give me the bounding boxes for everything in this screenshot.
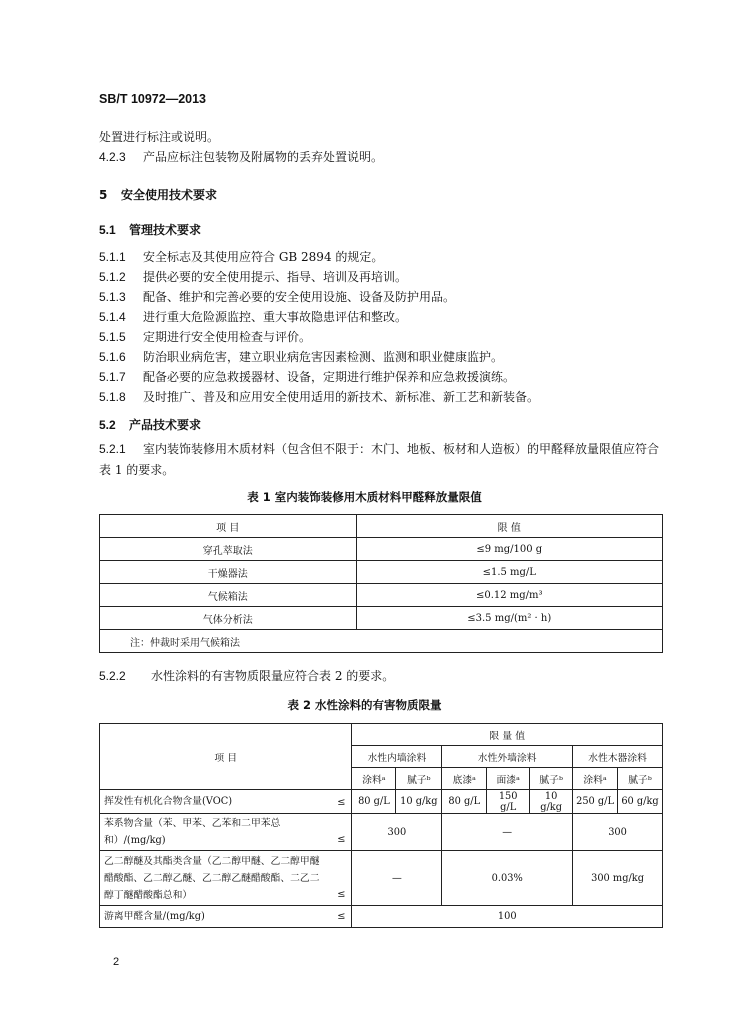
value-cell: 60 g/kg (618, 790, 663, 814)
clause-5-1-1 (99, 248, 383, 265)
value-cell: 10 g/kg (396, 790, 442, 814)
clause-number: 5.1.2 (99, 270, 126, 284)
clause-number: 4.2.3 (99, 150, 126, 164)
clause-number: 5.1.1 (99, 250, 126, 264)
item-header: 项 目 (100, 724, 352, 790)
table-row (100, 561, 663, 584)
subheader-cell: 底漆ᵃ (442, 768, 487, 790)
section-title: 管理技术要求 (129, 223, 202, 237)
clause-number: 5.1.7 (99, 370, 126, 384)
table-row (100, 607, 663, 630)
le-symbol: ≤ (337, 889, 346, 900)
clause-number: 5.1.8 (99, 390, 126, 404)
subheader-cell: 面漆ᵃ (487, 768, 530, 790)
value-cell: 100 (352, 906, 663, 928)
limit-header: 限 量 值 (352, 724, 663, 746)
item-text: 游离甲醛含量/(mg/kg) (104, 911, 205, 922)
clause-5-1-4 (99, 308, 407, 325)
table-2-caption: 表 2 水性涂料的有害物质限量 (287, 698, 442, 712)
section-number: 5 (99, 188, 108, 202)
clause-5-2-2 (99, 667, 394, 684)
item-text: 挥发性有机化合物含量(VOC) (104, 796, 233, 807)
table-row (100, 814, 663, 851)
document-id-header: SB/T 10972—2013 (99, 92, 207, 106)
clause-text: 水性涂料的有害物质限量应符合表 2 的要求。 (151, 669, 395, 683)
le-symbol: ≤ (337, 911, 346, 922)
method-cell: 穿孔萃取法 (100, 538, 357, 561)
value-cell: 10 g/kg (530, 790, 573, 814)
clause-number: 5.1.3 (99, 290, 126, 304)
clause-text: 定期进行安全使用检查与评价。 (143, 330, 312, 344)
table-header-row (100, 724, 663, 746)
value-cell: — (352, 851, 442, 906)
value-cell: 300 (573, 814, 663, 851)
section-title: 产品技术要求 (129, 418, 202, 432)
value-cell: 300 (352, 814, 442, 851)
table-row (100, 584, 663, 607)
section-title: 安全使用技术要求 (121, 188, 218, 202)
clause-5-1-3 (99, 288, 455, 305)
limit-cell: ≤3.5 mg/(m² · h) (356, 607, 662, 630)
table-note: 注：仲裁时采用气候箱法 (100, 630, 663, 653)
limit-cell: ≤0.12 mg/m³ (356, 584, 662, 607)
method-cell: 气体分析法 (100, 607, 357, 630)
item-text: 苯系物含量（苯、甲苯、乙苯和二甲苯总和）/(mg/kg) (104, 818, 281, 846)
subheader-cell: 涂料ᵃ (573, 768, 618, 790)
section-5-1-heading (99, 221, 201, 238)
section-5-heading (99, 186, 217, 203)
clause-5-2-1 (99, 440, 659, 457)
clause-text: 安全标志及其使用应符合 GB 2894 的规定。 (143, 250, 384, 264)
continued-text: 处置进行标注或说明。 (99, 130, 220, 144)
clause-number: 5.2.1 (99, 442, 126, 456)
item-cell (100, 814, 352, 851)
value-cell: 80 g/L (442, 790, 487, 814)
value-cell: — (442, 814, 573, 851)
clause-number: 5.1.4 (99, 310, 126, 324)
clause-number: 5.1.5 (99, 330, 126, 344)
value-cell: 150 g/L (487, 790, 530, 814)
item-cell (100, 906, 352, 928)
group-interior-wall: 水性内墙涂料 (352, 746, 442, 768)
value-cell: 80 g/L (352, 790, 396, 814)
clause-number: 5.1.6 (99, 350, 126, 364)
method-cell: 气候箱法 (100, 584, 357, 607)
clause-5-1-8 (99, 388, 539, 405)
section-number: 5.2 (99, 418, 116, 432)
clause-text: 配备必要的应急救援器材、设备，定期进行维护保养和应急救援演练。 (143, 370, 516, 384)
table-row (100, 906, 663, 928)
method-cell: 干燥器法 (100, 561, 357, 584)
table-header-row (100, 515, 663, 538)
section-number: 5.1 (99, 223, 116, 237)
page-number: 2 (113, 956, 120, 968)
subheader-cell: 腻子ᵇ (618, 768, 663, 790)
group-wood: 水性木器涂料 (573, 746, 663, 768)
group-exterior-wall: 水性外墙涂料 (442, 746, 573, 768)
table-row (100, 538, 663, 561)
clause-text: 防治职业病危害，建立职业病危害因素检测、监测和职业健康监护。 (143, 350, 504, 364)
limit-cell: ≤9 mg/100 g (356, 538, 662, 561)
clause-text: 产品应标注包装物及附属物的丢弃处置说明。 (143, 150, 384, 164)
item-cell (100, 851, 352, 906)
clause-5-2-1-line2: 表 1 的要求。 (99, 463, 175, 477)
le-symbol: ≤ (337, 797, 346, 808)
limit-cell: ≤1.5 mg/L (356, 561, 662, 584)
clause-text: 及时推广、普及和应用安全使用适用的新技术、新标准、新工艺和新装备。 (143, 390, 540, 404)
table-2 (99, 723, 663, 928)
table-row (100, 851, 663, 906)
clause-5-1-5 (99, 328, 311, 345)
table-row (100, 790, 663, 814)
item-text: 乙二醇醚及其酯类含量（乙二醇甲醚、乙二醇甲醚醋酸酯、乙二醇乙醚、乙二醇乙醚醋酸酯、二乙二醇丁醚醋酸酯总和） (104, 855, 320, 901)
table-1 (99, 514, 663, 653)
clause-4-2-3 (99, 148, 383, 165)
value-cell: 250 g/L (573, 790, 618, 814)
subheader-cell: 腻子ᵇ (530, 768, 573, 790)
table-note-row (100, 630, 663, 653)
clause-text: 配备、维护和完善必要的安全使用设施、设备及防护用品。 (143, 290, 456, 304)
clause-text: 进行重大危险源监控、重大事故隐患评估和整改。 (143, 310, 408, 324)
clause-5-1-6 (99, 348, 503, 365)
clause-text: 提供必要的安全使用提示、指导、培训及再培训。 (143, 270, 408, 284)
clause-number: 5.2.2 (99, 669, 126, 683)
subheader-cell: 腻子ᵇ (396, 768, 442, 790)
subheader-cell: 涂料ᵃ (352, 768, 396, 790)
clause-5-1-7 (99, 368, 515, 385)
value-cell: 300 mg/kg (573, 851, 663, 906)
header-item: 项 目 (100, 515, 357, 538)
value-cell: 0.03% (442, 851, 573, 906)
le-symbol: ≤ (337, 834, 346, 845)
section-5-2-heading (99, 416, 201, 433)
header-limit: 限 值 (356, 515, 662, 538)
item-cell (100, 790, 352, 814)
clause-5-1-2 (99, 268, 407, 285)
table-1-caption: 表 1 室内装饰装修用木质材料甲醛释放量限值 (247, 490, 482, 504)
clause-text-line1: 室内装饰装修用木质材料（包含但不限于：木门、地板、板材和人造板）的甲醛释放量限值应符合 (143, 442, 660, 456)
